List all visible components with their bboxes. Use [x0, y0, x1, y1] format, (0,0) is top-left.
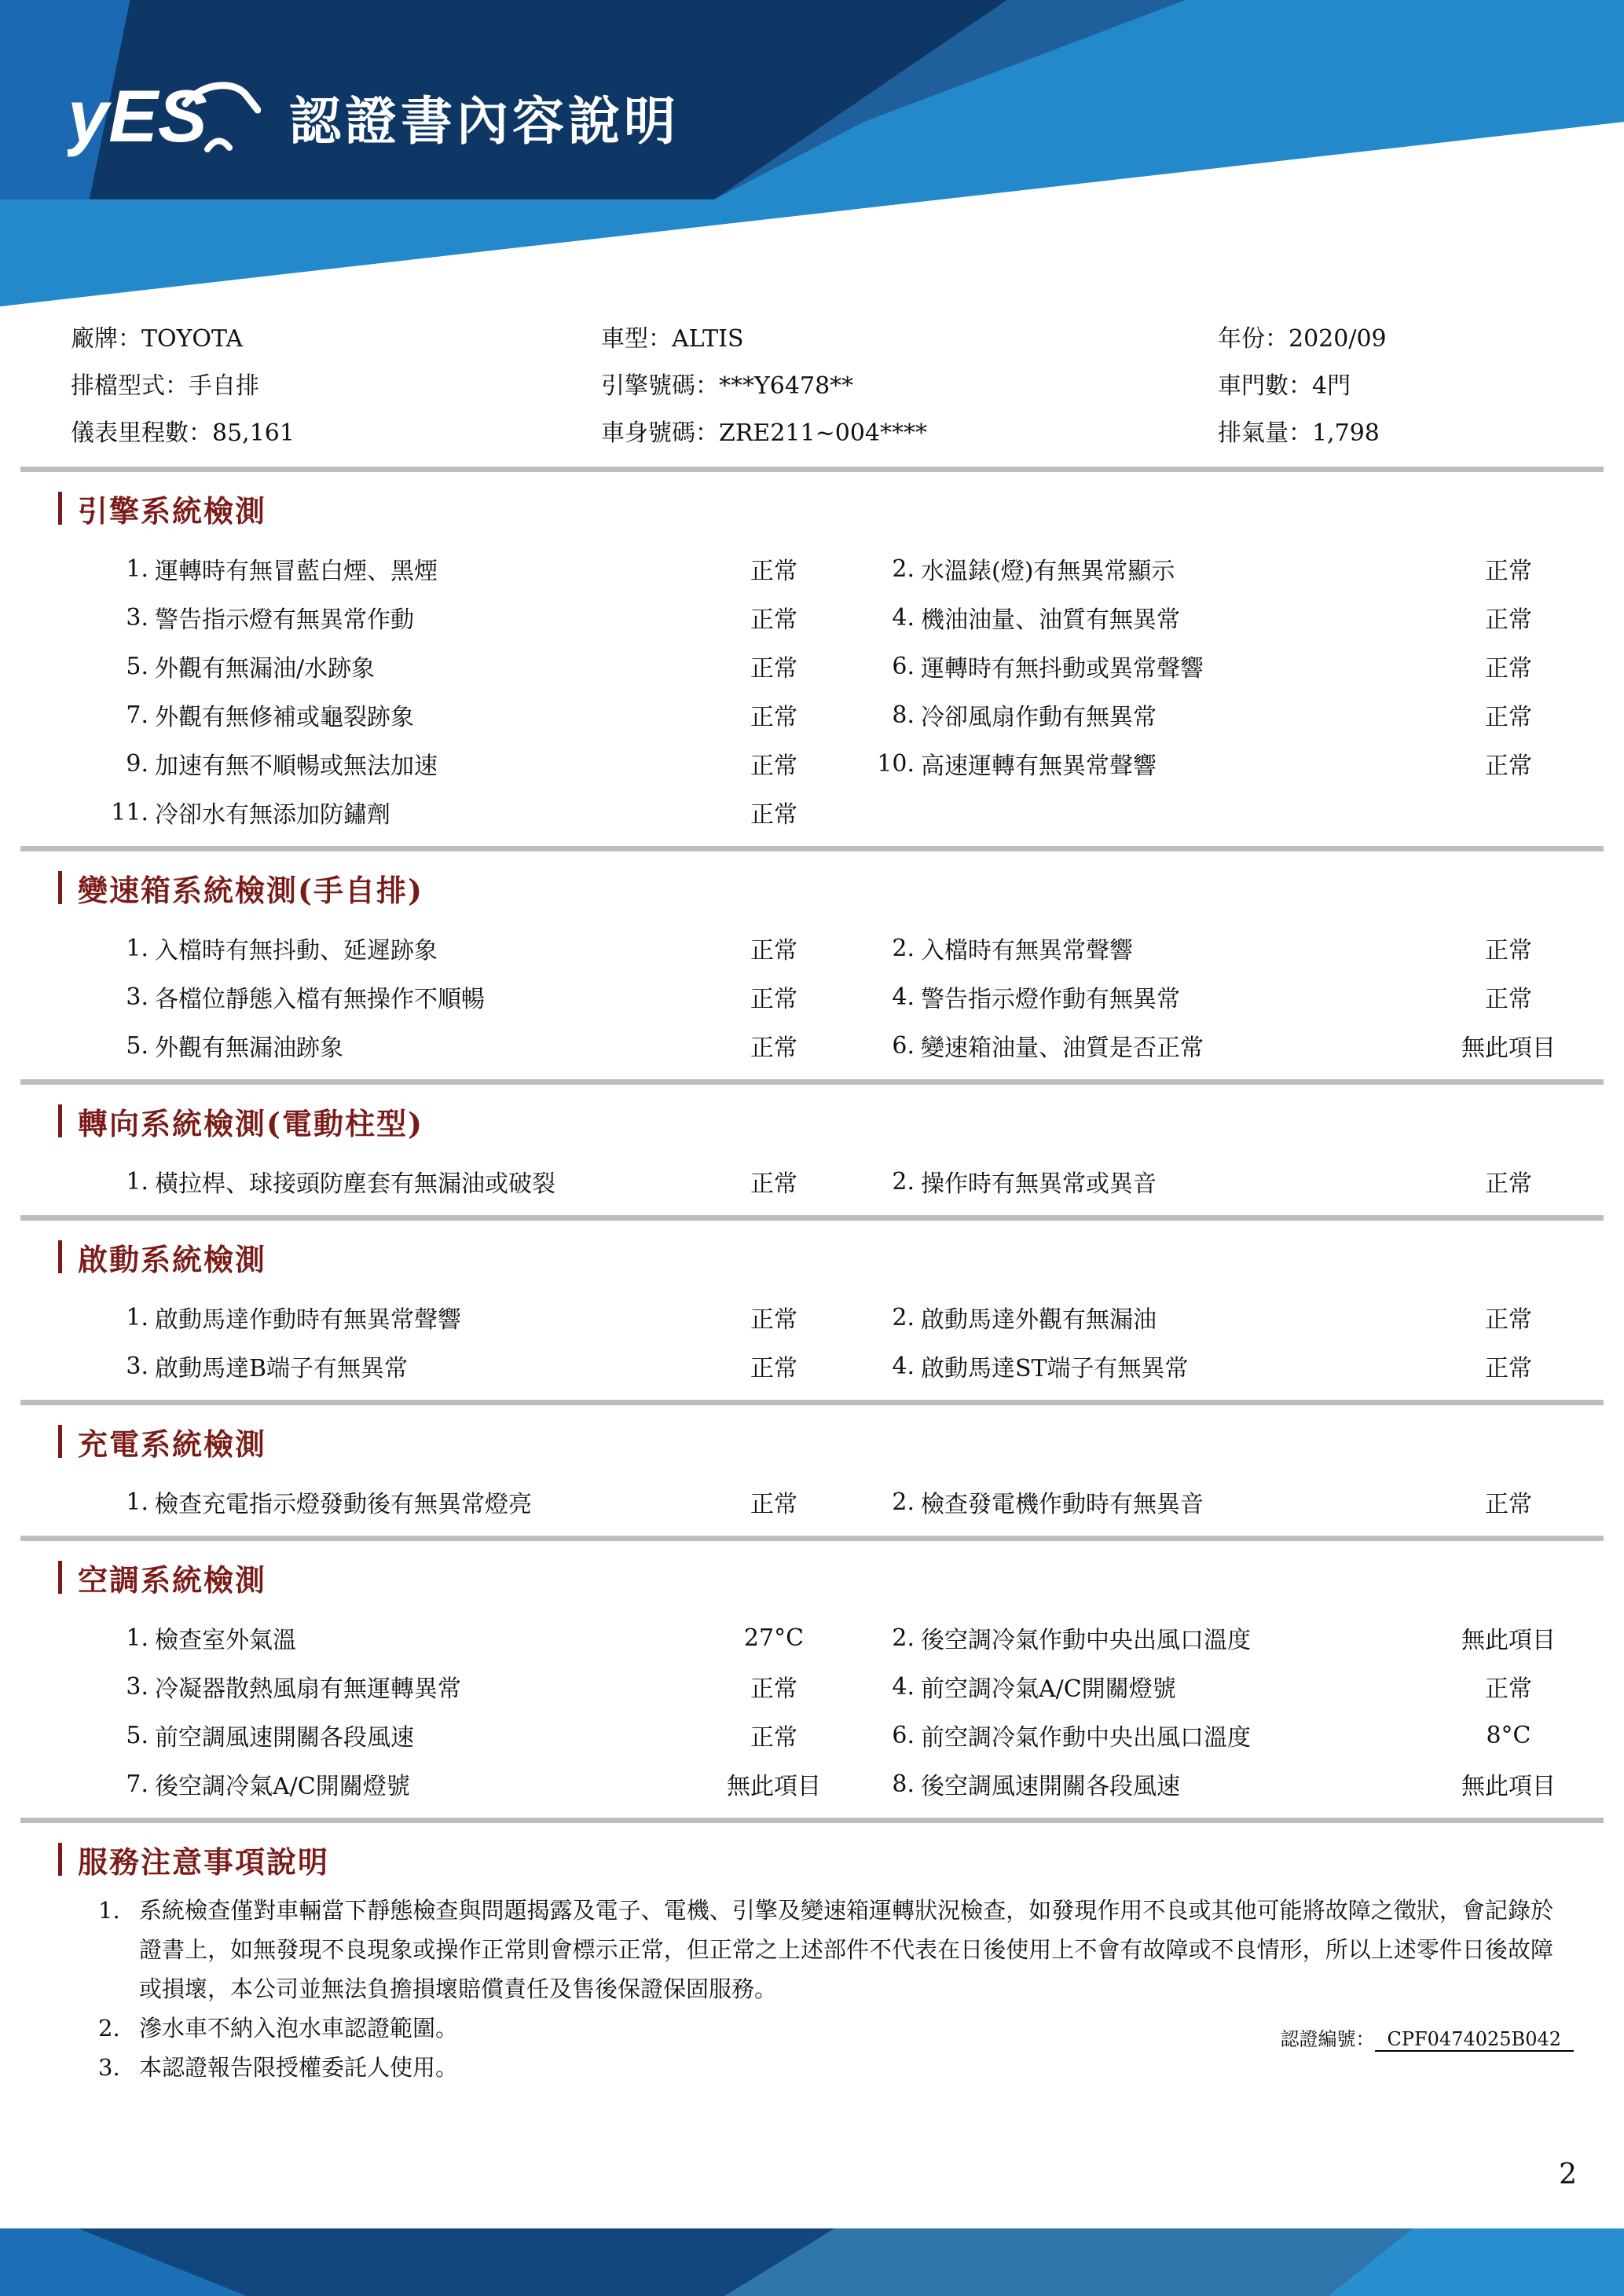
- field-value: 85,161: [212, 419, 295, 447]
- inspection-item: [864, 1157, 1591, 1206]
- item-result: 正常: [750, 1491, 797, 1518]
- inspection-item: [864, 1662, 1591, 1711]
- inspection-item: [98, 788, 856, 837]
- inspection-item: [864, 1293, 1591, 1342]
- inspection-item: [864, 739, 1591, 788]
- section-items: [0, 1293, 1624, 1390]
- inspection-item: [98, 544, 856, 593]
- item-result: 正常: [750, 1675, 797, 1703]
- item-text: 啟動馬達B端子有無異常: [155, 1355, 409, 1382]
- item-text: 警告指示燈作動有無異常: [921, 986, 1180, 1013]
- inspection-item: [864, 1478, 1591, 1526]
- section-title: 轉向系統檢測(電動柱型): [78, 1105, 423, 1141]
- section-items: [0, 544, 1624, 837]
- item-result: 無此項目: [727, 1773, 821, 1800]
- item-no: 5.: [126, 1721, 148, 1749]
- document-title: 認證書內容說明: [289, 91, 680, 150]
- item-text: 各檔位靜態入檔有無操作不順暢: [155, 986, 485, 1013]
- item-result: 正常: [750, 1170, 797, 1198]
- item-no: 6.: [892, 1031, 915, 1060]
- item-result: 無此項目: [1461, 1773, 1556, 1800]
- field-value: 2020/09: [1289, 325, 1387, 353]
- field-value: 1,798: [1312, 419, 1380, 447]
- inspection-item: [98, 690, 856, 739]
- section-title: 變速箱系統檢測(手自排): [78, 872, 423, 908]
- item-text: 操作時有無異常或異音: [921, 1170, 1157, 1198]
- section-items: [0, 1613, 1624, 1808]
- section-header: [58, 869, 1624, 906]
- note-item: [98, 2048, 1624, 2087]
- section-title: 啟動系統檢測: [78, 1241, 267, 1277]
- inspection-item: [98, 1021, 856, 1070]
- item-result: 正常: [1485, 606, 1532, 634]
- item-text: 外觀有無漏油/水跡象: [155, 655, 376, 683]
- inspection-item: [864, 690, 1591, 739]
- section-title-bar: [58, 871, 62, 904]
- item-result: 8°C: [1486, 1721, 1531, 1749]
- item-no: 4.: [892, 1672, 915, 1701]
- field-value: ZRE211~004****: [719, 419, 927, 447]
- item-result: 正常: [1485, 1355, 1532, 1382]
- brand-block: [68, 72, 680, 160]
- item-no: 2.: [892, 1303, 915, 1331]
- inspection-item: [864, 1613, 1591, 1662]
- item-result: 正常: [750, 1306, 797, 1334]
- section-divider: [20, 1215, 1604, 1221]
- item-no: 8.: [892, 1770, 915, 1798]
- inspection-item: [98, 972, 856, 1021]
- vehicle-field-doors: [1218, 363, 1624, 410]
- item-text: 外觀有無漏油跡象: [155, 1034, 343, 1062]
- section-divider: [20, 1079, 1604, 1085]
- item-result: 正常: [1485, 558, 1532, 585]
- item-text: 入檔時有無異常聲響: [921, 937, 1133, 965]
- item-no: 2.: [892, 934, 915, 962]
- item-no: 1.: [126, 1303, 148, 1331]
- inspection-section: [0, 1541, 1624, 1823]
- section-divider: [20, 846, 1604, 851]
- item-text: 冷卻水有無添加防鏽劑: [155, 801, 390, 829]
- inspection-item: [864, 972, 1591, 1021]
- item-result: 正常: [750, 753, 797, 780]
- vehicle-field-gearbox: [71, 363, 601, 410]
- section-divider: [20, 1536, 1604, 1541]
- item-result: 正常: [750, 986, 797, 1013]
- item-result: 正常: [750, 704, 797, 731]
- item-text: 檢查發電機作動時有無異音: [921, 1491, 1204, 1518]
- inspection-sections: [0, 472, 1624, 1823]
- item-no: 5.: [126, 1031, 148, 1060]
- item-result: 正常: [750, 937, 797, 965]
- section-title: 充電系統檢測: [78, 1426, 267, 1462]
- field-value: 4門: [1312, 372, 1351, 400]
- field-label: 車型：: [601, 325, 672, 353]
- item-text: 運轉時有無抖動或異常聲響: [921, 655, 1204, 683]
- item-no: 3.: [126, 1352, 148, 1380]
- item-text: 前空調風速開關各段風速: [155, 1724, 414, 1752]
- item-no: 1.: [126, 555, 148, 583]
- inspection-item: [98, 1478, 856, 1526]
- item-no: 2.: [892, 1488, 915, 1516]
- item-result: 正常: [750, 1355, 797, 1382]
- note-number: 2.: [98, 2015, 120, 2041]
- note-number: 1.: [98, 1897, 120, 1924]
- section-title: 引擎系統檢測: [78, 493, 267, 529]
- item-text: 前空調冷氣作動中央出風口溫度: [921, 1724, 1251, 1752]
- inspection-section: [0, 472, 1624, 851]
- item-text: 檢查充電指示燈發動後有無異常燈亮: [155, 1491, 532, 1518]
- section-items: [0, 1478, 1624, 1526]
- vehicle-field-mileage: [71, 410, 601, 457]
- vehicle-field-model: [601, 316, 1218, 363]
- vehicle-field-year: [1218, 316, 1624, 363]
- section-title-bar: [58, 1425, 62, 1458]
- inspection-item: [98, 1760, 856, 1808]
- item-result: 無此項目: [1461, 1627, 1556, 1654]
- certification-number-line: [1281, 2023, 1575, 2051]
- inspection-section: [0, 1085, 1624, 1221]
- item-no: 2.: [892, 555, 915, 583]
- item-text: 後空調風速開關各段風速: [921, 1773, 1180, 1800]
- inspection-item: [864, 1711, 1591, 1760]
- item-result: 正常: [1485, 753, 1532, 780]
- item-no: 3.: [126, 603, 148, 632]
- section-items: [0, 924, 1624, 1070]
- inspection-item: [864, 1760, 1591, 1808]
- section-header: [58, 1238, 1624, 1276]
- yes-logo: [68, 72, 261, 160]
- inspection-item: [98, 1157, 856, 1206]
- item-result: 正常: [1485, 1675, 1532, 1703]
- section-header: [58, 489, 1624, 527]
- item-no: 7.: [126, 701, 148, 729]
- field-label: 車門數：: [1218, 372, 1312, 400]
- item-text: 後空調冷氣A/C開關燈號: [155, 1773, 410, 1800]
- item-no: 4.: [892, 1352, 915, 1380]
- inspection-section: [0, 1221, 1624, 1405]
- note-list: [98, 1891, 1624, 2087]
- item-no: 1.: [126, 1488, 148, 1516]
- vehicle-field-displacement: [1218, 410, 1624, 457]
- item-text: 冷卻風扇作動有無異常: [921, 704, 1157, 731]
- item-no: 4.: [892, 603, 915, 632]
- section-items: [0, 1157, 1624, 1206]
- section-title-bar: [58, 1561, 62, 1594]
- item-text: 橫拉桿、球接頭防塵套有無漏油或破裂: [155, 1170, 555, 1198]
- inspection-item: [98, 1662, 856, 1711]
- field-value: 手自排: [189, 372, 259, 400]
- inspection-item: [98, 924, 856, 972]
- item-text: 變速箱油量、油質是否正常: [921, 1034, 1204, 1062]
- item-text: 後空調冷氣作動中央出風口溫度: [921, 1627, 1251, 1654]
- note-text: 本認證報告限授權委託人使用。: [139, 2054, 459, 2081]
- item-no: 9.: [126, 749, 148, 778]
- field-value: ALTIS: [672, 325, 744, 353]
- field-label: 年份：: [1218, 325, 1289, 353]
- item-no: 4.: [892, 983, 915, 1011]
- inspection-item: [98, 1293, 856, 1342]
- item-result: 正常: [1485, 1306, 1532, 1334]
- note-number: 3.: [98, 2054, 120, 2081]
- item-text: 檢查室外氣溫: [155, 1627, 296, 1654]
- inspection-item: [98, 739, 856, 788]
- inspection-item: [98, 1711, 856, 1760]
- inspection-item: [98, 1613, 856, 1662]
- item-result: 正常: [750, 606, 797, 634]
- item-result: 正常: [1485, 655, 1532, 683]
- item-result: 27°C: [743, 1624, 805, 1652]
- inspection-item: [864, 1021, 1591, 1070]
- item-no: 1.: [126, 934, 148, 962]
- inspection-item: [98, 593, 856, 642]
- inspection-item: [864, 593, 1591, 642]
- item-text: 冷凝器散熱風扇有無運轉異常: [155, 1675, 461, 1703]
- item-no: 6.: [892, 1721, 915, 1749]
- item-text: 運轉時有無冒藍白煙、黑煙: [155, 558, 438, 585]
- section-title: 空調系統檢測: [78, 1562, 267, 1598]
- section-header: [58, 1102, 1624, 1140]
- vehicle-field-vin: [601, 410, 1218, 457]
- item-result: 正常: [1485, 1491, 1532, 1518]
- item-no: 7.: [126, 1770, 148, 1798]
- field-label: 排檔型式：: [71, 372, 189, 400]
- field-value: TOYOTA: [141, 325, 244, 353]
- item-result: 正常: [1485, 704, 1532, 731]
- item-result: 正常: [1485, 937, 1532, 965]
- section-title-bar: [58, 1104, 62, 1137]
- inspection-item: [98, 1342, 856, 1390]
- item-text: 啟動馬達ST端子有無異常: [921, 1355, 1189, 1382]
- inspection-item: [864, 924, 1591, 972]
- item-text: 外觀有無修補或龜裂跡象: [155, 704, 414, 731]
- field-label: 引擎號碼：: [601, 372, 719, 400]
- inspection-item: [98, 642, 856, 690]
- item-text: 高速運轉有無異常聲響: [921, 753, 1157, 780]
- item-no: 3.: [126, 983, 148, 1011]
- page-footer-graphic: [0, 2228, 1624, 2296]
- content-area: [0, 305, 1624, 2087]
- item-text: 水溫錶(燈)有無異常顯示: [921, 558, 1175, 585]
- item-no: 2.: [892, 1624, 915, 1652]
- item-result: 正常: [750, 1034, 797, 1062]
- item-no: 1.: [126, 1624, 148, 1652]
- field-label: 排氣量：: [1218, 419, 1312, 447]
- inspection-item: [864, 544, 1591, 593]
- section-header: [58, 1558, 1624, 1596]
- item-no: 10.: [877, 749, 915, 778]
- section-divider: [20, 467, 1604, 472]
- section-title-bar: [58, 492, 62, 525]
- item-no: 6.: [892, 652, 915, 680]
- inspection-item: [864, 1342, 1591, 1390]
- item-no: 1.: [126, 1167, 148, 1196]
- item-no: 5.: [126, 652, 148, 680]
- item-no: 11.: [111, 798, 148, 826]
- item-text: 警告指示燈有無異常作動: [155, 606, 414, 634]
- item-text: 前空調冷氣A/C開關燈號: [921, 1675, 1176, 1703]
- page-number: 2: [1559, 2159, 1577, 2191]
- note-text: 滲水車不納入泡水車認證範圍。: [139, 2015, 459, 2041]
- certification-number-label: 認證編號：: [1280, 2028, 1375, 2050]
- item-no: 2.: [892, 1167, 915, 1196]
- item-result: 正常: [750, 801, 797, 829]
- certification-number-value: CPF0474025B042: [1375, 2028, 1575, 2052]
- item-no: 3.: [126, 1672, 148, 1701]
- section-divider: [20, 1818, 1604, 1823]
- vehicle-field-brand: [71, 316, 601, 363]
- vehicle-info: [0, 305, 1624, 457]
- inspection-section: [0, 1405, 1624, 1541]
- note-item: [98, 1891, 1624, 2009]
- item-text: 啟動馬達作動時有無異常聲響: [155, 1306, 461, 1334]
- section-title-bar: [58, 1843, 62, 1876]
- field-label: 車身號碼：: [601, 419, 719, 447]
- item-result: 無此項目: [1461, 1034, 1556, 1062]
- inspection-item: [864, 642, 1591, 690]
- section-header: [58, 1840, 1624, 1878]
- item-text: 啟動馬達外觀有無漏油: [921, 1306, 1157, 1334]
- section-divider: [20, 1400, 1604, 1405]
- vehicle-field-engine-no: [601, 363, 1218, 410]
- item-result: 正常: [1485, 986, 1532, 1013]
- item-result: 正常: [750, 1724, 797, 1752]
- field-value: ***Y6478**: [719, 372, 854, 400]
- item-result: 正常: [750, 558, 797, 585]
- item-text: 機油油量、油質有無異常: [921, 606, 1180, 634]
- yes-logo-text: yES: [68, 75, 207, 157]
- field-label: 廠牌：: [71, 325, 141, 353]
- inspection-section: [0, 851, 1624, 1085]
- item-result: 正常: [1485, 1170, 1532, 1198]
- section-header: [58, 1423, 1624, 1460]
- note-text: 系統檢查僅對車輛當下靜態檢查與問題揭露及電子、電機、引擎及變速箱運轉狀況檢查，如發現作用不良或其他可能將故障之徵狀，會記錄於證書上，如無發現不良現象或操作正常則會標示正常，但正常之上述部件不代表在日後使用上不會有故障或不良情形，所以上述零件日後故障或損壞，本公司並無法負擔損壞賠償責任及售後保證保固服務。: [139, 1897, 1553, 2002]
- item-result: 正常: [750, 655, 797, 683]
- section-title-bar: [58, 1240, 62, 1273]
- item-no: 8.: [892, 701, 915, 729]
- section-title: 服務注意事項說明: [78, 1844, 330, 1880]
- field-label: 儀表里程數：: [71, 419, 212, 447]
- item-text: 入檔時有無抖動、延遲跡象: [155, 937, 438, 965]
- item-text: 加速有無不順暢或無法加速: [155, 753, 438, 780]
